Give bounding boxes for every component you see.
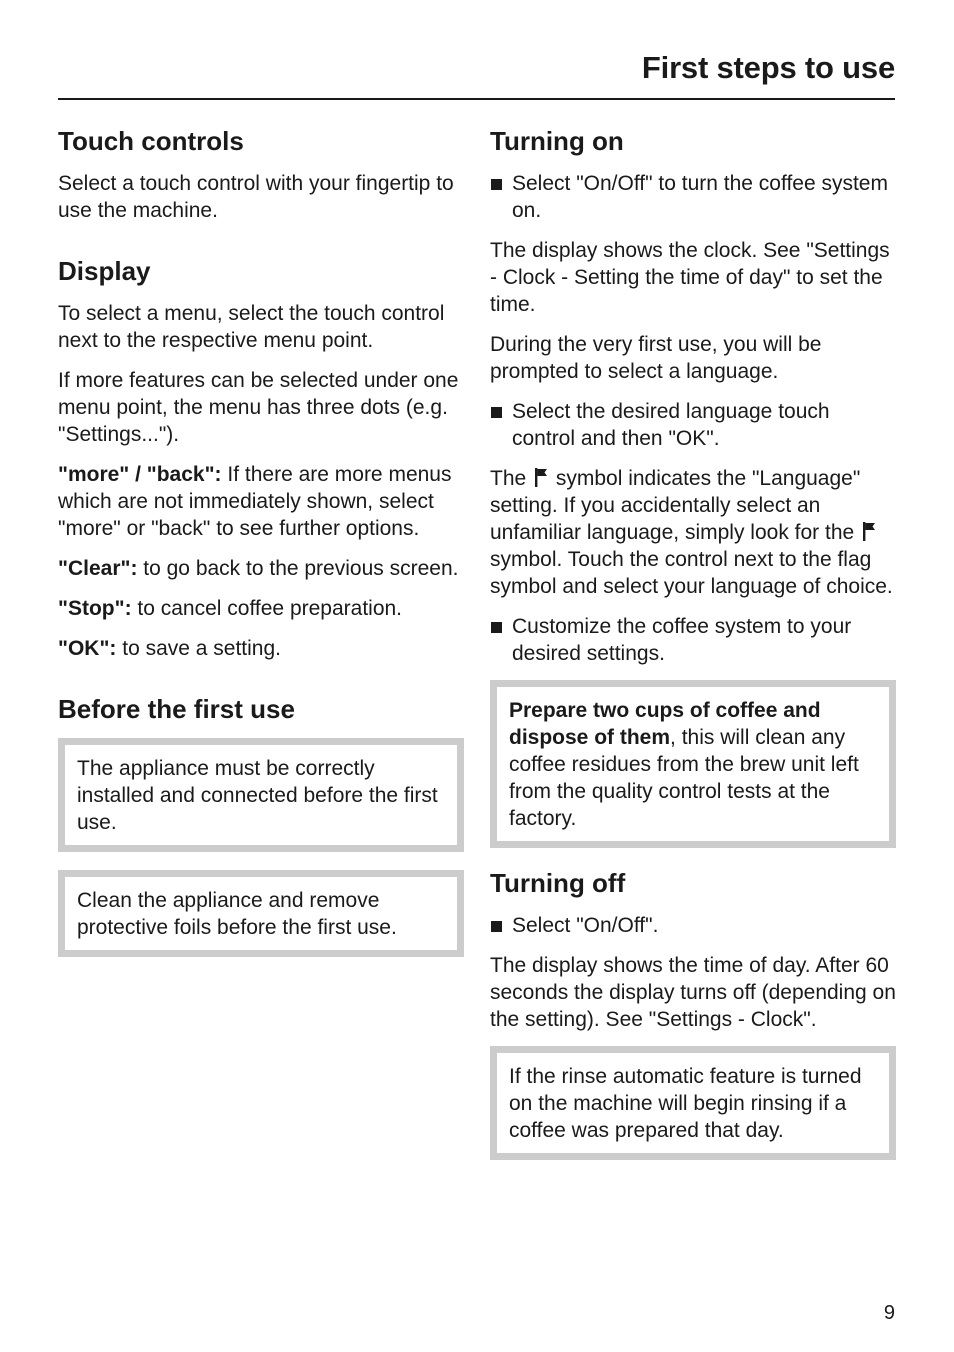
display-paragraph-2: If more features can be selected under one menu point, the menu has three dots (e.g. "Settings..."). [58, 369, 459, 446]
prepare-cups-bold: Prepare two cups of coffee and dispose of them [509, 699, 821, 749]
clear-label: "Clear": [58, 557, 138, 580]
ok-text: to save a setting. [116, 637, 282, 660]
turning-on-bullet-2 [490, 398, 896, 452]
language-paragraph [490, 465, 896, 600]
square-bullet-icon [491, 407, 502, 418]
bullet-text: Customize the coffee system to your desired settings. [512, 615, 852, 665]
clear-item [58, 555, 464, 582]
turning-on-bullet-3 [490, 613, 896, 667]
rinse-note [490, 1046, 896, 1160]
display-paragraph-1: To select a menu, select the touch control next to the respective menu point. [58, 302, 445, 352]
cleaning-note-text: Clean the appliance and remove protective foils before the first use. [77, 889, 397, 939]
prepare-cups-text: , this will clean any coffee residues from the brew unit left from the quality control tests at the factory. [509, 726, 859, 830]
language-text-b: symbol indicates the "Language" setting. If you accidentally select an unfamiliar language, simply look for the [490, 467, 861, 544]
language-text-c: symbol. Touch the control next to the flag symbol and select your language of choice. [490, 548, 893, 598]
page-number: 9 [883, 1302, 895, 1324]
touch-controls-text: Select a touch control with your fingertip to use the machine. [58, 172, 454, 222]
display-heading: Display [58, 256, 151, 286]
square-bullet-icon [491, 179, 502, 190]
prepare-cups-note-text [509, 697, 877, 832]
title-rule [58, 98, 895, 100]
ok-item [58, 635, 464, 662]
more-back-item [58, 461, 464, 542]
bullet-text: Select "On/Off". [512, 914, 659, 937]
turning-on-paragraph-2: During the very first use, you will be prompted to select a language. [490, 333, 822, 383]
installation-note-text: The appliance must be correctly installed and connected before the first use. [77, 757, 438, 834]
stop-item [58, 595, 464, 622]
square-bullet-icon [491, 921, 502, 932]
bullet-text: Select the desired language touch control and then "OK". [512, 400, 830, 450]
touch-controls-heading: Touch controls [58, 126, 244, 156]
page-title: First steps to use [641, 50, 895, 85]
more-back-text: If there are more menus which are not immediately shown, select "more" or "back" to see further options. [58, 463, 452, 540]
stop-label: "Stop": [58, 597, 132, 620]
left-column [58, 124, 464, 975]
flag-icon [534, 468, 548, 487]
turning-on-paragraph-1: The display shows the clock. See "Settings - Clock - Setting the time of day" to set the time. [490, 239, 890, 316]
ok-label: "OK": [58, 637, 117, 660]
more-back-label: "more" / "back": [58, 463, 222, 486]
turning-off-bullet-1 [490, 912, 896, 939]
bullet-text: Select "On/Off" to turn the coffee system on. [512, 172, 888, 222]
rinse-note-text: If the rinse automatic feature is turned on the machine will begin rinsing if a coffee was prepared that day. [509, 1065, 862, 1142]
cleaning-note [58, 870, 464, 957]
turning-on-heading: Turning on [490, 126, 624, 156]
installation-note [58, 738, 464, 852]
turning-off-heading: Turning off [490, 868, 626, 898]
before-first-use-heading: Before the first use [58, 694, 295, 724]
turning-on-bullet-1 [490, 170, 896, 224]
stop-text: to cancel coffee preparation. [131, 597, 403, 620]
prepare-cups-note [490, 680, 896, 848]
square-bullet-icon [491, 622, 502, 633]
language-text-a: The [490, 467, 533, 490]
clear-text: to go back to the previous screen. [137, 557, 459, 580]
right-column [490, 124, 896, 1178]
flag-icon [862, 522, 876, 541]
turning-off-paragraph: The display shows the time of day. After 60 seconds the display turns off (depending on the setting). See "Settings - Clock". [490, 954, 896, 1031]
